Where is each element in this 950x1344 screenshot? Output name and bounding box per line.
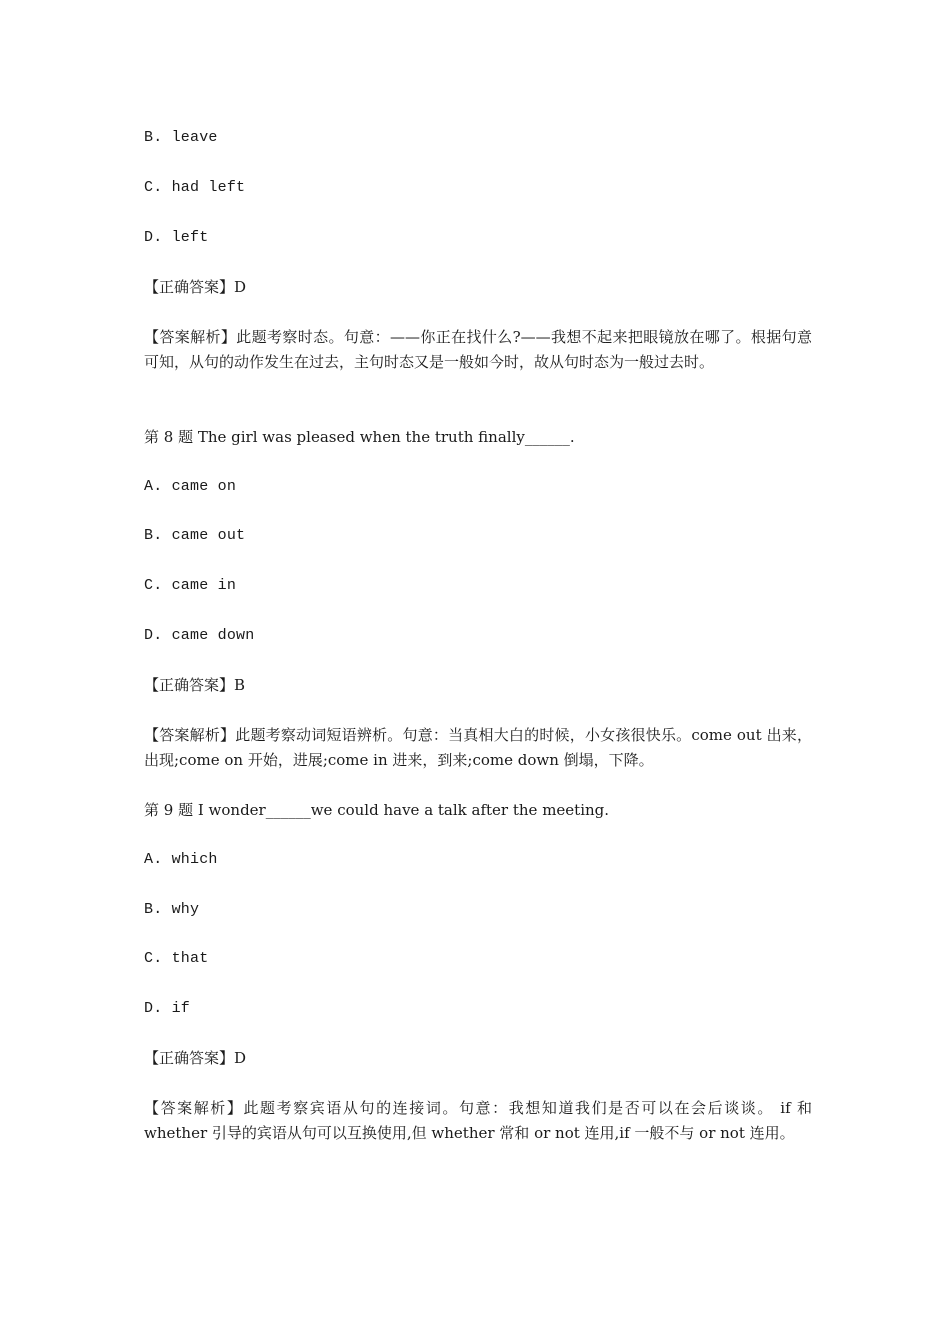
q8-stem: 第 8 题 The girl was pleased when the truth finally______. [144,428,575,446]
q9-analysis [144,1096,812,1146]
q8-option-a: A. came on [144,478,237,495]
analysis-label: 【答案解析】 [144,726,236,744]
analysis-label: 【答案解析】 [144,328,237,346]
q7-option-b: B. leave [144,129,218,146]
q9-option-c: C. that [144,950,209,967]
answer-value: D [234,278,247,296]
answer-label: 【正确答案】 [144,1049,235,1067]
analysis-text: 此题考察时态。句意：——你正在找什么?——我想不起来把眼镜放在哪了。根据句意可知，从句的动作发生在过去，主句时态又是一般如今时，故从句时态为一般过去时。 [144,328,812,371]
q9-option-d: D. if [144,1000,191,1017]
q9-stem: 第 9 题 I wonder______we could have a talk after the meeting. [144,801,610,819]
q8-option-c: C. came in [144,577,237,594]
q9-correct-answer [144,1046,246,1070]
analysis-label: 【答案解析】 [144,1099,244,1117]
q7-option-c: C. had left [144,179,246,196]
q8-correct-answer [144,673,245,697]
q7-analysis [144,325,812,375]
q7-option-d: D. left [144,229,209,246]
q8-analysis [144,723,812,773]
q8-option-d: D. came down [144,627,255,644]
analysis-text: 此题考察动词短语辨析。句意：当真相大白的时候，小女孩很快乐。come out 出来，出现;come on 开始，进展;come in 进来，到来;come down 倒塌，下降。 [144,726,812,769]
answer-value: D [234,1049,247,1067]
answer-label: 【正确答案】 [144,278,235,296]
q7-correct-answer [144,275,246,299]
answer-value: B [234,676,246,694]
answer-label: 【正确答案】 [144,676,235,694]
q8-option-b: B. came out [144,527,246,544]
q9-option-b: B. why [144,901,200,918]
analysis-text: 此题考察宾语从句的连接词。句意：我想知道我们是否可以在会后谈谈。 if 和 whether 引导的宾语从句可以互换使用,但 whether 常和 or not 连用,if 一般不与 or not 连用。 [144,1099,812,1142]
q9-option-a: A. which [144,851,218,868]
